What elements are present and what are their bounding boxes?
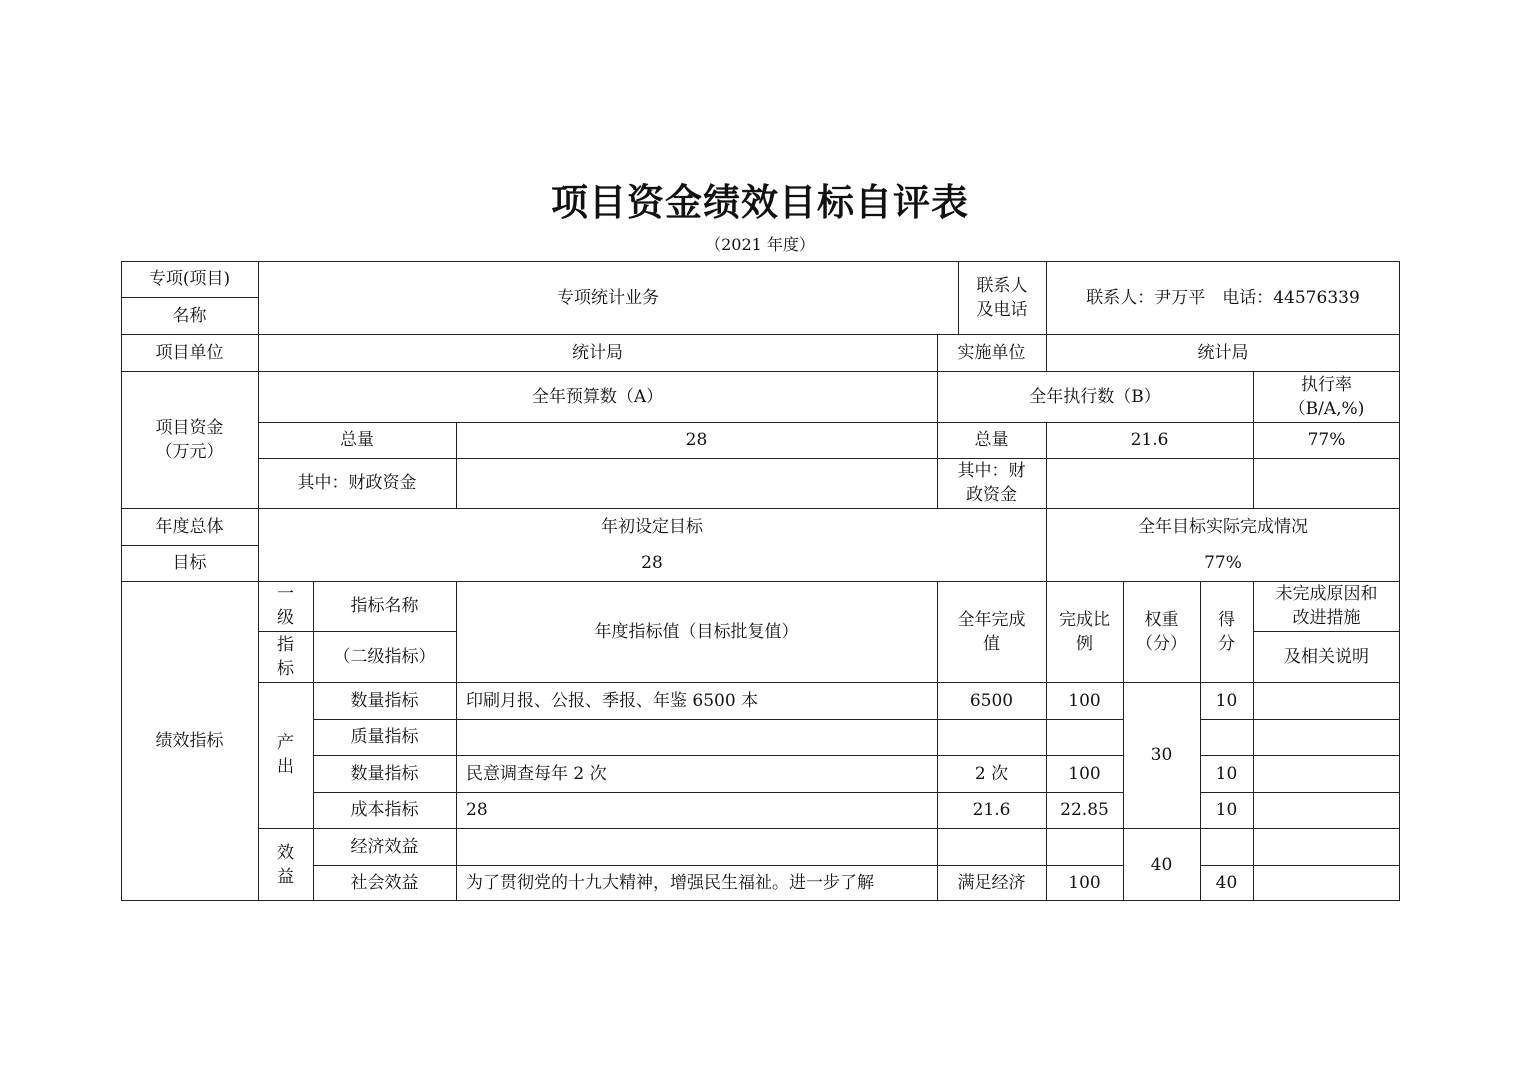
row-name: 质量指标 [350, 727, 419, 747]
row-ratio: 100 [1068, 690, 1101, 711]
name-header-2: （二级指标） [333, 646, 436, 667]
done-header: 全年完成 值 [957, 609, 1026, 654]
weight-header: 权重 （分） [1136, 609, 1187, 654]
row-done: 2 次 [974, 763, 1009, 784]
row-ratio: 100 [1068, 763, 1101, 784]
unit-value: 统计局 [572, 342, 623, 363]
goal-set-header: 年初设定目标 [601, 516, 703, 537]
row-name: 社会效益 [350, 873, 419, 893]
total-rate: 77% [1307, 430, 1346, 450]
funds-label: 项目资金 （万元） [155, 417, 224, 462]
project-label-2: 名称 [172, 305, 207, 326]
perf-label: 绩效指标 [155, 731, 224, 751]
contact-label: 联系人 及电话 [976, 275, 1028, 320]
goal-label-2: 目标 [172, 553, 207, 573]
evaluation-table [121, 261, 1400, 901]
weight-benefit: 40 [1150, 854, 1173, 875]
row-done: 21.6 [972, 800, 1011, 820]
row-name: 成本指标 [350, 800, 419, 820]
goal-actual-header: 全年目标实际完成情况 [1138, 516, 1308, 537]
row-score: 40 [1215, 873, 1238, 893]
total-label-b: 总量 [974, 430, 1009, 450]
exec-header: 全年执行数（B） [1029, 386, 1161, 407]
budget-header: 全年预算数（A） [531, 386, 664, 407]
row-score: 10 [1215, 800, 1238, 820]
rate-header: 执行率 （B/A,%) [1288, 374, 1365, 419]
total-label: 总量 [340, 430, 374, 450]
total-budget: 28 [685, 430, 708, 450]
project-name: 专项统计业务 [557, 287, 659, 308]
reason-header: 未完成原因和 改进措施 [1275, 584, 1378, 628]
weight-output: 30 [1150, 745, 1173, 765]
ratio-header: 完成比 例 [1059, 609, 1110, 654]
fiscal-label: 其中：财政资金 [297, 473, 417, 493]
row-name: 数量指标 [350, 690, 419, 711]
row-ratio: 100 [1068, 873, 1101, 893]
row-score: 10 [1215, 763, 1238, 784]
grid-line [1200, 719, 1400, 720]
value-header: 年度指标值（目标批复值） [594, 621, 799, 642]
level1-header: 一 级 [277, 584, 294, 628]
group-benefit: 效 益 [277, 842, 294, 887]
row-score: 10 [1215, 690, 1238, 711]
name-header: 指标名称 [350, 596, 419, 616]
impl-value: 统计局 [1197, 342, 1249, 363]
document-title: 项目资金绩效目标自评表 [551, 181, 969, 224]
contact-value: 联系人：尹万平 电话：44576339 [1086, 287, 1360, 308]
goal-label-1: 年度总体 [155, 516, 224, 537]
reason-header-2: 及相关说明 [1284, 646, 1369, 667]
row-done: 满足经济 [957, 873, 1026, 893]
goal-set-value: 28 [641, 553, 663, 573]
level1-header-2: 指 标 [277, 634, 294, 679]
row-value: 为了贯彻党的十九大精神，增强民生福祉。进一步了解 [466, 873, 874, 893]
total-exec: 21.6 [1130, 430, 1169, 450]
fiscal-label-b: 其中：财 政资金 [957, 461, 1026, 505]
impl-label: 实施单位 [957, 342, 1026, 363]
row-name: 经济效益 [350, 836, 419, 857]
group-output: 产 出 [277, 733, 294, 777]
row-value: 民意调查每年 2 次 [466, 763, 607, 784]
project-label-1: 专项(项目) [148, 269, 231, 289]
row-done: 6500 [969, 690, 1014, 711]
goal-actual-value: 77% [1204, 553, 1242, 573]
unit-label: 项目单位 [155, 342, 224, 363]
row-value: 印刷月报、公报、季报、年鉴 6500 本 [466, 690, 759, 711]
row-name: 数量指标 [350, 763, 419, 784]
year-note: （2021 年度） [705, 235, 815, 254]
row-value: 28 [466, 800, 488, 820]
score-header: 得 分 [1218, 609, 1235, 654]
row-ratio: 22.85 [1060, 800, 1109, 820]
